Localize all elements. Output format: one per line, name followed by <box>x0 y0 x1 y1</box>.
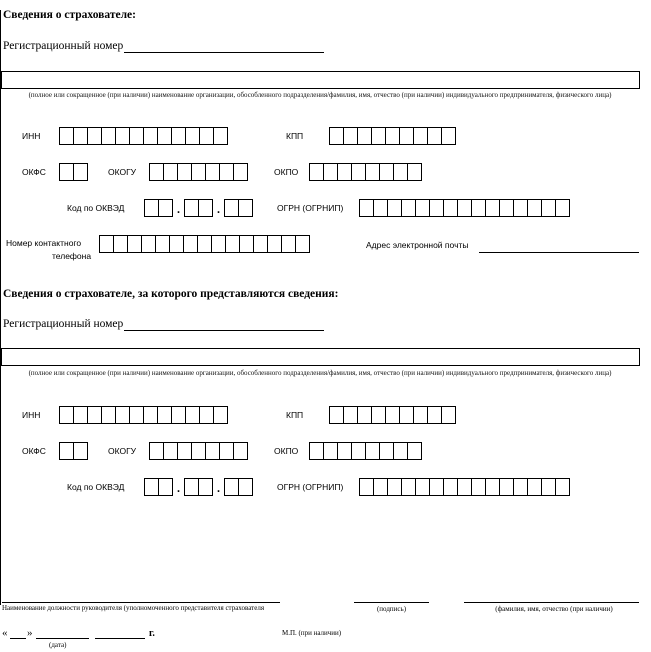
char-cell[interactable] <box>59 163 74 181</box>
date-year-field[interactable] <box>95 638 145 639</box>
char-cell[interactable] <box>527 478 542 496</box>
char-cell[interactable] <box>429 199 444 217</box>
section1-okpo-cells[interactable] <box>309 163 422 181</box>
char-cell[interactable] <box>385 406 400 424</box>
section1-inn-label: ИНН <box>22 131 41 141</box>
section2-okpo-label: ОКПО <box>274 446 299 456</box>
char-cell[interactable] <box>499 199 514 217</box>
char-cell[interactable] <box>471 478 486 496</box>
char-cell[interactable] <box>399 127 414 145</box>
char-cell[interactable] <box>59 406 74 424</box>
char-cell[interactable] <box>233 163 248 181</box>
char-cell[interactable] <box>158 199 173 217</box>
char-cell[interactable] <box>205 442 220 460</box>
char-cell[interactable] <box>233 442 248 460</box>
char-cell[interactable] <box>309 442 324 460</box>
char-cell[interactable] <box>441 127 456 145</box>
date-label: (дата) <box>49 641 67 649</box>
char-cell[interactable] <box>113 235 128 253</box>
char-cell[interactable] <box>177 442 192 460</box>
char-cell[interactable] <box>457 199 472 217</box>
char-cell[interactable] <box>171 406 186 424</box>
char-cell[interactable] <box>401 478 416 496</box>
section2-okfs-cells[interactable] <box>59 442 88 460</box>
char-cell[interactable] <box>87 127 102 145</box>
section2-okogu-cells[interactable] <box>149 442 248 460</box>
section1-okved-label: Код по ОКВЭД <box>67 203 125 213</box>
char-cell[interactable] <box>499 478 514 496</box>
char-cell[interactable] <box>365 442 380 460</box>
section2-reg-label: Регистрационный номер <box>3 318 124 330</box>
char-cell[interactable] <box>527 199 542 217</box>
char-cell[interactable] <box>129 127 144 145</box>
section1-okogu-cells[interactable] <box>149 163 248 181</box>
section1-okved-cells-3[interactable] <box>224 199 253 217</box>
char-cell[interactable] <box>399 406 414 424</box>
char-cell[interactable] <box>101 127 116 145</box>
char-cell[interactable] <box>371 127 386 145</box>
char-cell[interactable] <box>219 442 234 460</box>
section1-ogrn-label: ОГРН (ОГРНИП) <box>277 203 344 213</box>
char-cell[interactable] <box>357 127 372 145</box>
char-cell[interactable] <box>199 127 214 145</box>
section2-inn-cells[interactable] <box>59 406 228 424</box>
char-cell[interactable] <box>401 199 416 217</box>
char-cell[interactable] <box>177 163 192 181</box>
section1-okved-cells-1[interactable] <box>144 199 173 217</box>
char-cell[interactable] <box>485 478 500 496</box>
char-cell[interactable] <box>373 478 388 496</box>
fio-label: (фамилия, имя, отчество (при наличии) <box>495 605 613 613</box>
date-day-field[interactable] <box>10 638 26 639</box>
section2-inn-label: ИНН <box>22 410 41 420</box>
year-suffix: г. <box>149 628 155 639</box>
stamp-label: М.П. (при наличии) <box>282 629 342 637</box>
section2-reg-number-field[interactable] <box>124 330 324 331</box>
char-cell[interactable] <box>205 163 220 181</box>
section1-reg-label: Регистрационный номер <box>3 40 124 52</box>
left-border <box>0 10 1 605</box>
char-cell[interactable] <box>407 163 422 181</box>
char-cell[interactable] <box>239 235 254 253</box>
char-cell[interactable] <box>191 163 206 181</box>
char-cell[interactable] <box>224 478 239 496</box>
section2-okfs-label: ОКФС <box>22 446 46 456</box>
section1-reg-number-field[interactable] <box>124 52 324 53</box>
char-cell[interactable] <box>183 235 198 253</box>
char-cell[interactable] <box>171 127 186 145</box>
char-cell[interactable] <box>143 127 158 145</box>
section2-okpo-cells[interactable] <box>309 442 422 460</box>
char-cell[interactable] <box>323 442 338 460</box>
char-cell[interactable] <box>471 199 486 217</box>
position-label: Наименование должности руководителя (уполномоченного представителя страхователя <box>2 604 265 612</box>
char-cell[interactable] <box>213 406 228 424</box>
char-cell[interactable] <box>387 199 402 217</box>
char-cell[interactable] <box>219 163 234 181</box>
section1-phone-cells[interactable] <box>99 235 310 253</box>
char-cell[interactable] <box>441 406 456 424</box>
char-cell[interactable] <box>427 406 442 424</box>
char-cell[interactable] <box>427 127 442 145</box>
char-cell[interactable] <box>429 478 444 496</box>
section1-email-field[interactable] <box>479 252 639 253</box>
char-cell[interactable] <box>155 235 170 253</box>
char-cell[interactable] <box>73 406 88 424</box>
section2-okved-dot-2: . <box>217 481 220 495</box>
char-cell[interactable] <box>129 406 144 424</box>
char-cell[interactable] <box>191 442 206 460</box>
char-cell[interactable] <box>385 127 400 145</box>
char-cell[interactable] <box>238 478 253 496</box>
char-cell[interactable] <box>59 442 74 460</box>
char-cell[interactable] <box>309 163 324 181</box>
char-cell[interactable] <box>143 406 158 424</box>
section2-okved-dot-1: . <box>177 481 180 495</box>
char-cell[interactable] <box>379 442 394 460</box>
char-cell[interactable] <box>141 235 156 253</box>
section1-okogu-label: ОКОГУ <box>108 167 137 177</box>
char-cell[interactable] <box>185 406 200 424</box>
section1-ogrn-cells[interactable] <box>359 199 570 217</box>
char-cell[interactable] <box>337 163 352 181</box>
section2-okved-cells-3[interactable] <box>224 478 253 496</box>
char-cell[interactable] <box>387 478 402 496</box>
section1-okved-cells-2[interactable] <box>184 199 213 217</box>
section1-okved-dot-1: . <box>177 202 180 216</box>
char-cell[interactable] <box>144 199 159 217</box>
char-cell[interactable] <box>323 163 338 181</box>
char-cell[interactable] <box>198 199 213 217</box>
section2-ogrn-label: ОГРН (ОГРНИП) <box>277 482 344 492</box>
section1-title: Сведения о страхователе: <box>3 9 136 21</box>
char-cell[interactable] <box>393 442 408 460</box>
char-cell[interactable] <box>513 478 528 496</box>
char-cell[interactable] <box>163 442 178 460</box>
char-cell[interactable] <box>157 406 172 424</box>
char-cell[interactable] <box>213 127 228 145</box>
section1-okfs-cells[interactable] <box>59 163 88 181</box>
char-cell[interactable] <box>184 478 199 496</box>
char-cell[interactable] <box>295 235 310 253</box>
section2-okved-cells-2[interactable] <box>184 478 213 496</box>
section1-email-label: Адрес электронной почты <box>366 240 469 250</box>
section2-okogu-label: ОКОГУ <box>108 446 137 456</box>
signature-label: (подпись) <box>376 605 407 613</box>
char-cell[interactable] <box>359 199 374 217</box>
section2-title: Сведения о страхователе, за которого представляются сведения: <box>3 288 339 300</box>
section1-okfs-label: ОКФС <box>22 167 46 177</box>
signature-field[interactable] <box>354 602 429 603</box>
char-cell[interactable] <box>555 478 570 496</box>
char-cell[interactable] <box>144 478 159 496</box>
char-cell[interactable] <box>101 406 116 424</box>
char-cell[interactable] <box>198 478 213 496</box>
char-cell[interactable] <box>393 163 408 181</box>
char-cell[interactable] <box>357 406 372 424</box>
char-cell[interactable] <box>197 235 212 253</box>
section2-okved-label: Код по ОКВЭД <box>67 482 125 492</box>
char-cell[interactable] <box>371 406 386 424</box>
char-cell[interactable] <box>73 163 88 181</box>
char-cell[interactable] <box>184 199 199 217</box>
section1-name-field[interactable] <box>1 71 640 89</box>
char-cell[interactable] <box>267 235 282 253</box>
char-cell[interactable] <box>211 235 226 253</box>
date-quote-open: « <box>2 627 8 639</box>
char-cell[interactable] <box>185 127 200 145</box>
char-cell[interactable] <box>127 235 142 253</box>
char-cell[interactable] <box>457 478 472 496</box>
char-cell[interactable] <box>351 442 366 460</box>
section2-kpp-cells[interactable] <box>329 406 456 424</box>
section1-name-note: (полное или сокращенное (при наличии) наименование организации, обособленного подразделения/фамилия, имя, отчество (при наличии) индивидуального предпринимателя, физического лица) <box>28 91 612 99</box>
char-cell[interactable] <box>73 127 88 145</box>
fio-field[interactable] <box>464 602 639 603</box>
char-cell[interactable] <box>59 127 74 145</box>
char-cell[interactable] <box>87 406 102 424</box>
char-cell[interactable] <box>541 478 556 496</box>
char-cell[interactable] <box>351 163 366 181</box>
date-month-field[interactable] <box>36 638 89 639</box>
char-cell[interactable] <box>407 442 422 460</box>
section2-kpp-label: КПП <box>286 410 304 420</box>
section1-okved-dot-2: . <box>217 202 220 216</box>
section1-phone-label-1: Номер контактного <box>6 238 82 248</box>
section2-name-note: (полное или сокращенное (при наличии) наименование организации, обособленного подразделения/фамилия, имя, отчество (при наличии) индивидуального предпринимателя, физического лица) <box>28 369 612 377</box>
char-cell[interactable] <box>443 199 458 217</box>
char-cell[interactable] <box>513 199 528 217</box>
char-cell[interactable] <box>413 406 428 424</box>
section2-ogrn-cells[interactable] <box>359 478 570 496</box>
char-cell[interactable] <box>149 163 164 181</box>
char-cell[interactable] <box>541 199 556 217</box>
char-cell[interactable] <box>99 235 114 253</box>
char-cell[interactable] <box>373 199 388 217</box>
char-cell[interactable] <box>359 478 374 496</box>
section1-okpo-label: ОКПО <box>274 167 299 177</box>
char-cell[interactable] <box>73 442 88 460</box>
date-quote-close: » <box>27 627 33 639</box>
char-cell[interactable] <box>149 442 164 460</box>
char-cell[interactable] <box>485 199 500 217</box>
char-cell[interactable] <box>443 478 458 496</box>
section2-okved-cells-1[interactable] <box>144 478 173 496</box>
char-cell[interactable] <box>329 127 344 145</box>
char-cell[interactable] <box>343 127 358 145</box>
char-cell[interactable] <box>199 406 214 424</box>
char-cell[interactable] <box>555 199 570 217</box>
position-field[interactable] <box>2 602 280 603</box>
section1-phone-label-2: телефона <box>52 251 92 261</box>
char-cell[interactable] <box>329 406 344 424</box>
section1-kpp-label: КПП <box>286 131 304 141</box>
section1-kpp-cells[interactable] <box>329 127 456 145</box>
char-cell[interactable] <box>253 235 268 253</box>
char-cell[interactable] <box>379 163 394 181</box>
char-cell[interactable] <box>163 163 178 181</box>
char-cell[interactable] <box>115 127 130 145</box>
section2-name-field[interactable] <box>1 348 640 366</box>
char-cell[interactable] <box>415 199 430 217</box>
char-cell[interactable] <box>169 235 184 253</box>
char-cell[interactable] <box>157 127 172 145</box>
char-cell[interactable] <box>413 127 428 145</box>
char-cell[interactable] <box>224 199 239 217</box>
section1-inn-cells[interactable] <box>59 127 228 145</box>
char-cell[interactable] <box>337 442 352 460</box>
char-cell[interactable] <box>158 478 173 496</box>
char-cell[interactable] <box>281 235 296 253</box>
char-cell[interactable] <box>365 163 380 181</box>
char-cell[interactable] <box>343 406 358 424</box>
char-cell[interactable] <box>115 406 130 424</box>
char-cell[interactable] <box>238 199 253 217</box>
char-cell[interactable] <box>415 478 430 496</box>
char-cell[interactable] <box>225 235 240 253</box>
